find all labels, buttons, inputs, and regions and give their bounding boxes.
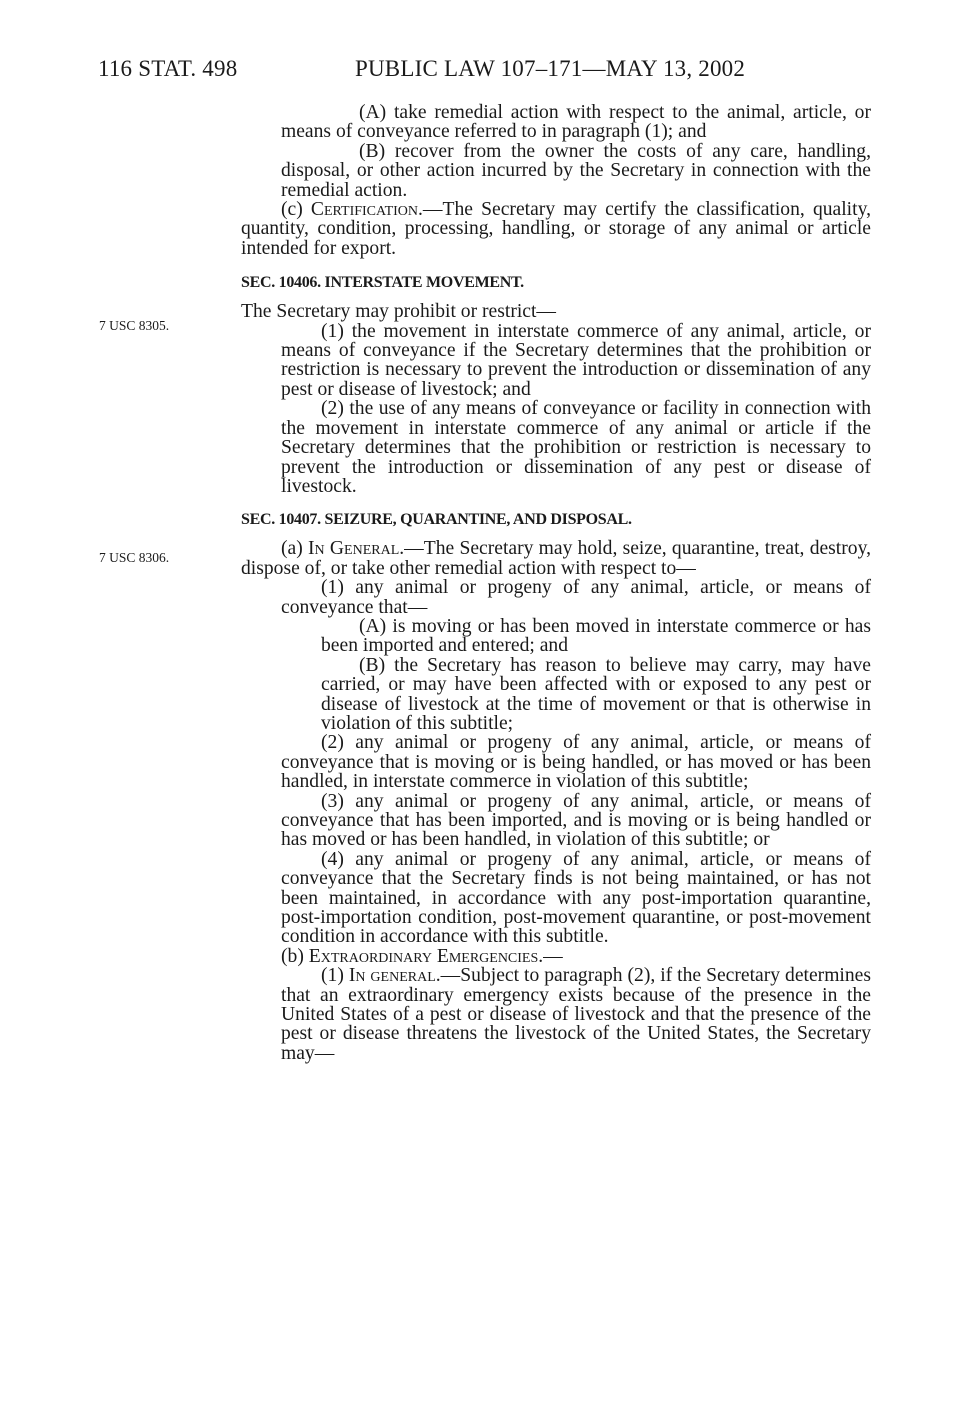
paragraph-A-remedial: (A) take remedial action with respect to the animal, article, or means of conveyance referred to in paragraph (1); and <box>281 102 871 143</box>
section-heading-10406: SEC. 10406. INTERSTATE MOVEMENT. <box>241 274 524 292</box>
subsection-label: (c) <box>281 199 311 221</box>
document-body <box>241 103 871 1063</box>
paragraph-1-animal: (1) any animal or progeny of any animal, article, or means of conveyance that— <box>281 577 871 618</box>
subsection-label: (b) <box>281 945 309 967</box>
stat-citation: 116 STAT. 498 <box>98 56 238 81</box>
paragraph-1-movement: (1) the movement in interstate commerce of any animal, article, or means of conveyance if the Secretary determines that the prohibition or restriction is necessary to prevent the introduction or dissemination of any pest or disease of livestock; and <box>281 320 871 400</box>
subsection-label: (a) <box>281 538 308 560</box>
subsection-text: .—The Secretary may certify the classification, quality, quantity, condition, processing, handling, or storage of any animal or article intended for export. <box>241 199 871 259</box>
paragraph-label: (1) <box>321 965 349 987</box>
subsection-heading: Extraordinary Emergencies <box>308 945 539 967</box>
paragraph-3-imported: (3) any animal or progeny of any animal, article, or means of conveyance that has been imported, and is moving or is being handled or has moved or has been handled, in violation of this subtitle; or <box>281 790 871 851</box>
section-heading-10407: SEC. 10407. SEIZURE, QUARANTINE, AND DISPOSAL. <box>241 511 632 529</box>
subsection-heading: Certification <box>310 199 419 221</box>
paragraph-2-conveyance: (2) the use of any means of conveyance or facility in connection with the movement in interstate commerce of any animal or article if the Secretary determines that the prohibition or restriction is necessary to prevent the introduction or dissemination of any pest or disease of livestock. <box>281 398 871 497</box>
paragraph-a-in-general <box>241 539 871 578</box>
paragraph-c-certification <box>241 200 871 258</box>
public-law-title: PUBLIC LAW 107–171—MAY 13, 2002 <box>355 56 746 81</box>
paragraph-B-recover: (B) recover from the owner the costs of any care, handling, disposal, or other action incurred by the Secretary in connection with the remedial action. <box>281 140 871 201</box>
paragraph-text: .—Subject to paragraph (2), if the Secretary determines that an extraordinary emergency exists because of the presence in the United States of a pest or disease of livestock and that the presence of the pest or disease threatens the livestock of the United States, the Secretary may— <box>281 965 871 1064</box>
margin-note-usc-8305: 7 USC 8305. <box>99 318 170 333</box>
paragraph-intro-prohibit: The Secretary may prohibit or restrict— <box>241 301 557 323</box>
paragraph-b-emergencies <box>241 947 871 966</box>
subsection-text: .— <box>538 945 563 967</box>
paragraph-4-maintained: (4) any animal or progeny of any animal, article, or means of conveyance that the Secretary finds is not being maintained, or has not been maintained, in accordance with any post-importation quarantine, post-importation condition, post-movement quarantine, or post-movement condition in accordance with this subtitle. <box>281 848 871 948</box>
paragraph-heading: In general <box>348 965 436 987</box>
paragraph-B-reason: (B) the Secretary has reason to believe may carry, may have carried, or may have been affected with or exposed to any pest or disease of livestock at the time of movement or that is otherwise in violation of this subtitle; <box>321 654 871 734</box>
page-header <box>0 56 957 88</box>
subsection-heading: In General <box>308 538 400 560</box>
paragraph-2-interstate: (2) any animal or progeny of any animal, article, or means of conveyance that is moving or is being handled, or has moved or has been handled, in interstate commerce in violation of this subtitle; <box>281 732 871 793</box>
paragraph-A-moving: (A) is moving or has been moved in interstate commerce or has been imported and entered; and <box>321 615 871 657</box>
paragraph-1-in-general <box>241 966 871 1063</box>
margin-note-usc-8306: 7 USC 8306. <box>99 550 170 565</box>
subsection-text: .—The Secretary may hold, seize, quarantine, treat, destroy, dispose of, or take other remedial action with respect to— <box>241 538 871 579</box>
